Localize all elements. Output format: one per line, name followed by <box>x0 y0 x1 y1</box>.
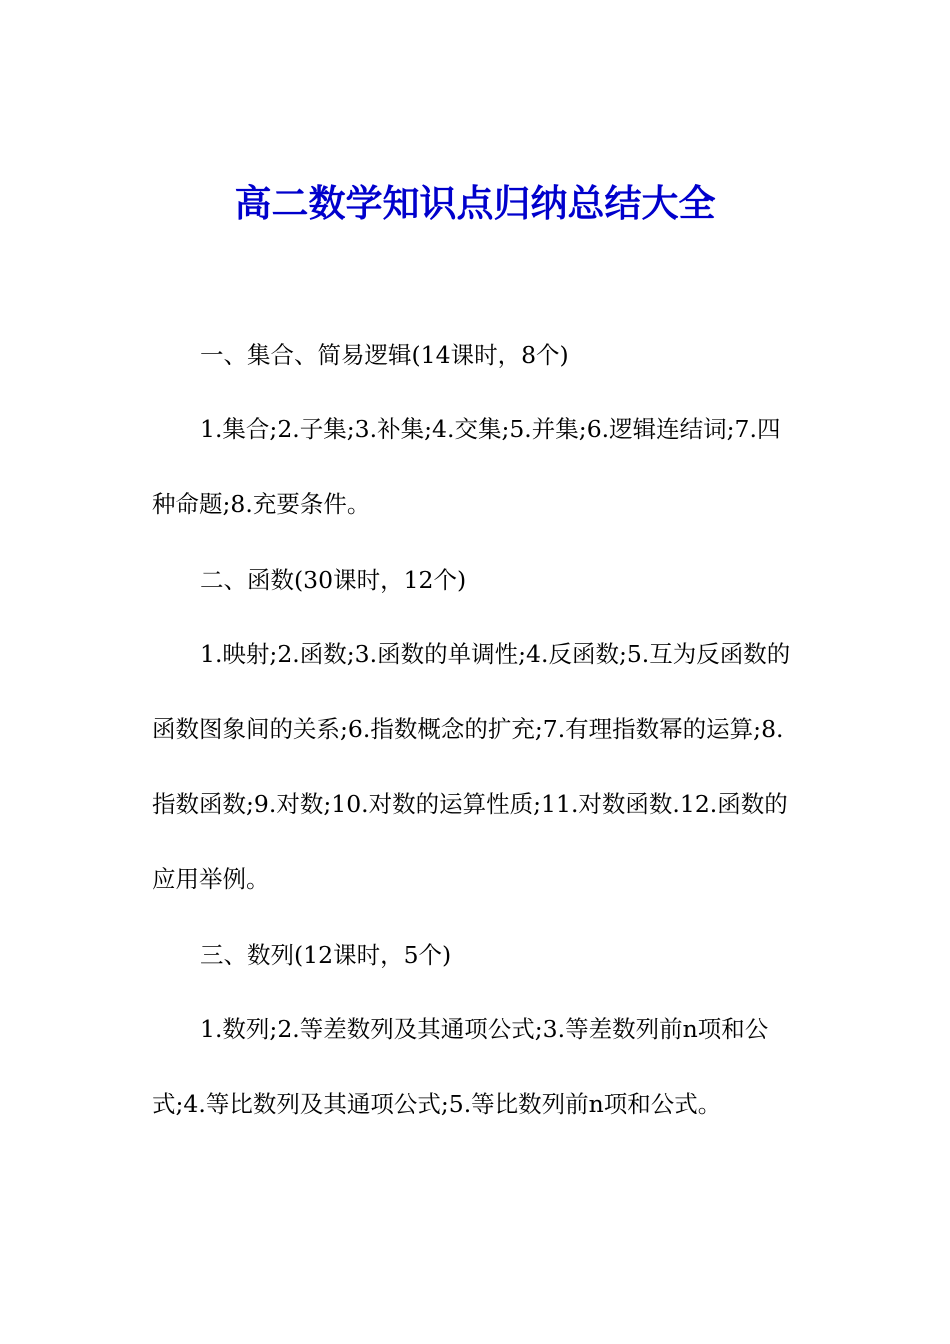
document-title: 高二数学知识点归纳总结大全 <box>234 181 716 225</box>
document-body <box>152 336 792 1161</box>
section-heading-sequences: 三、数列(12课时，5个) <box>200 941 452 969</box>
section-body-sets-logic: 1.集合;2.子集;3.补集;4.交集;5.并集;6.逻辑连结词;7.四种命题;8.充要条件。 <box>152 415 781 518</box>
section-body-functions: 1.映射;2.函数;3.函数的单调性;4.反函数;5.互为反函数的函数图象间的关系;6.指数概念的扩充;7.有理指数幂的运算;8.指数函数;9.对数;10.对数的运算性质;11.对数函数.12.函数的应用举例。 <box>152 640 791 893</box>
section-heading-functions: 二、函数(30课时，12个) <box>200 566 467 594</box>
section-body-sequences: 1.数列;2.等差数列及其通项公式;3.等差数列前n项和公式;4.等比数列及其通项公式;5.等比数列前n项和公式。 <box>152 1015 769 1118</box>
section-heading-sets-logic: 一、集合、简易逻辑(14课时，8个) <box>200 341 569 369</box>
